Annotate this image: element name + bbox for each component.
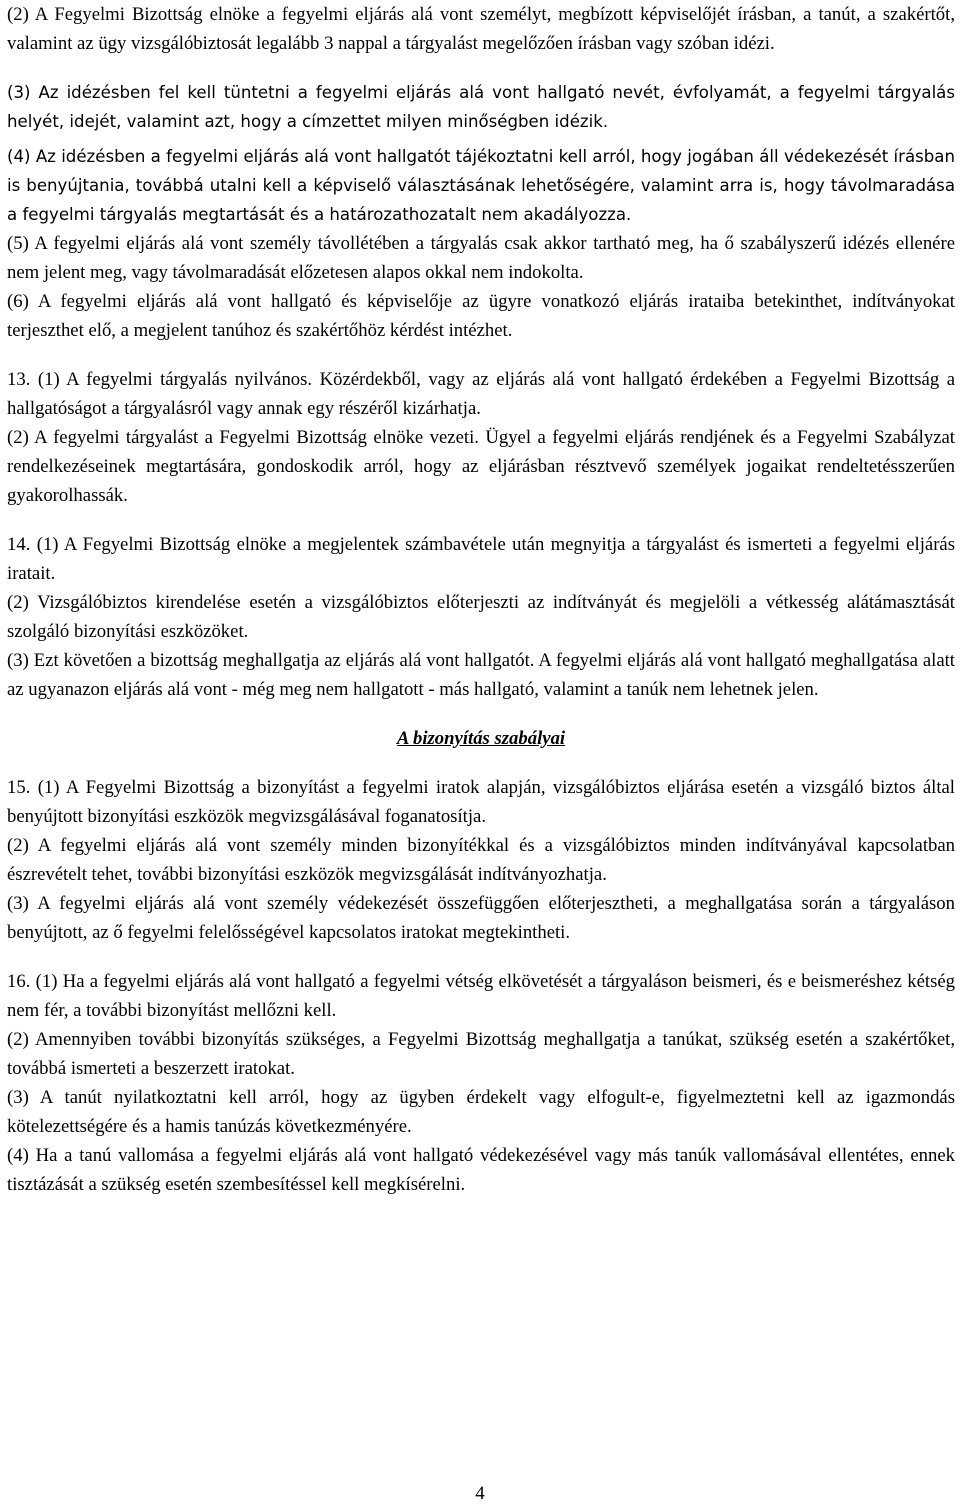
- paragraph-12-5: (5) A fegyelmi eljárás alá vont személy távollétében a tárgyalás csak akkor tartható meg, ha ő szabályszerű idézés ellenére nem jelent meg, vagy távolmaradását előzetesen alapos okkal nem indokolta.: [7, 233, 955, 283]
- paragraph-15-2: (2) A fegyelmi eljárás alá vont személy minden bizonyítékkal és a vizsgálóbiztos minden indítványával kapcsolatban észrevételt tehet, további bizonyítási eszközök megvizsgálását indítványozhatja.: [7, 835, 955, 885]
- spacer: [7, 58, 955, 78]
- spacer: [7, 704, 955, 724]
- section-heading: A bizonyítás szabályai: [396, 728, 566, 749]
- spacer: [7, 510, 955, 530]
- paragraph-14-3: (3) Ezt követően a bizottság meghallgatja az eljárás alá vont hallgatót. A fegyelmi eljárás alá vont hallgató meghallgatása alatt az ugyanazon eljárás alá vont - még meg nem hallgatott - más hallgató, valamint a tanúk nem lehetnek jelen.: [7, 650, 955, 700]
- document-page: [7, 0, 955, 1199]
- paragraph-13-2: (2) A fegyelmi tárgyalást a Fegyelmi Bizottság elnöke vezeti. Ügyel a fegyelmi eljárás rendjének és a Fegyelmi Szabályzat rendelkezéseinek megtartására, gondoskodik arról, hogy az eljárásban résztvevő személyek jogaikat rendeltetésszerűen gyakorolhassák.: [7, 427, 955, 506]
- paragraph-14-2: (2) Vizsgálóbiztos kirendelése esetén a vizsgálóbiztos előterjeszti az indítványát és megjelöli a vétkesség alátámasztását szolgáló bizonyítási eszközöket.: [7, 592, 955, 642]
- spacer: [7, 947, 955, 967]
- paragraph-16-1: 16. (1) Ha a fegyelmi eljárás alá vont hallgató a fegyelmi vétség elkövetését a tárgyaláson beismeri, és e beismeréshez kétség nem fér, a további bizonyítást mellőzni kell.: [7, 971, 955, 1021]
- page-number: 4: [475, 1483, 485, 1504]
- spacer: [7, 345, 955, 365]
- paragraph-14-1: 14. (1) A Fegyelmi Bizottság elnöke a megjelentek számbavétele után megnyitja a tárgyalást és ismerteti a fegyelmi eljárás iratait.: [7, 534, 955, 584]
- spacer: [7, 753, 955, 773]
- paragraph-16-2: (2) Amennyiben további bizonyítás szükséges, a Fegyelmi Bizottság meghallgatja a tanúkat, szükség esetén a szakértőket, továbbá ismerteti a beszerzett iratokat.: [7, 1029, 955, 1079]
- paragraph-16-4: (4) Ha a tanú vallomása a fegyelmi eljárás alá vont hallgató védekezésével vagy más tanúk vallomásával ellentétes, ennek tisztázását a szükség esetén szembesítéssel kell megkísérelni.: [7, 1145, 955, 1195]
- paragraph-13-1: 13. (1) A fegyelmi tárgyalás nyilvános. Közérdekből, vagy az eljárás alá vont hallgató érdekében a Fegyelmi Bizottság a hallgatóságot a tárgyalásról vagy annak egy részéről kizárhatja.: [7, 369, 955, 419]
- paragraph-12-3: (3) Az idézésben fel kell tüntetni a fegyelmi eljárás alá vont hallgató nevét, évfolyamát, a fegyelmi tárgyalás helyét, idejét, valamint azt, hogy a címzettet milyen minőségben idézik.: [7, 83, 955, 131]
- paragraph-12-4: (4) Az idézésben a fegyelmi eljárás alá vont hallgatót tájékoztatni kell arról, hogy jogában áll védekezését írásban is benyújtania, továbbá utalni kell a képviselő választásának lehetőségére, valamint arra is, hogy távolmaradása a fegyelmi tárgyalás megtartását és a határozathozatalt nem akadályozza.: [7, 147, 955, 224]
- paragraph-12-2: (2) A Fegyelmi Bizottság elnöke a fegyelmi eljárás alá vont személyt, megbízott képviselőjét írásban, a tanút, a szakértőt, valamint az ügy vizsgálóbiztosát legalább 3 nappal a tárgyalást megelőzően írásban vagy szóban idézi.: [7, 4, 955, 54]
- paragraph-12-6: (6) A fegyelmi eljárás alá vont hallgató és képviselője az ügyre vonatkozó eljárás irataiba betekinthet, indítványokat terjeszthet elő, a megjelent tanúhoz és szakértőhöz kérdést intézhet.: [7, 291, 955, 341]
- paragraph-15-3: (3) A fegyelmi eljárás alá vont személy védekezését összefüggően előterjesztheti, a meghallgatása során a tárgyaláson benyújtott, az ő fegyelmi felelősségével kapcsolatos iratokat megtekintheti.: [7, 893, 955, 943]
- paragraph-16-3: (3) A tanút nyilatkoztatni kell arról, hogy az ügyben érdekelt vagy elfogult-e, figyelmeztetni kell az igazmondás kötelezettségére és a hamis tanúzás következményére.: [7, 1087, 955, 1137]
- paragraph-15-1: 15. (1) A Fegyelmi Bizottság a bizonyítást a fegyelmi iratok alapján, vizsgálóbiztos eljárása esetén a vizsgáló biztos által benyújtott bizonyítási eszközök megvizsgálásával foganatosítja.: [7, 777, 955, 827]
